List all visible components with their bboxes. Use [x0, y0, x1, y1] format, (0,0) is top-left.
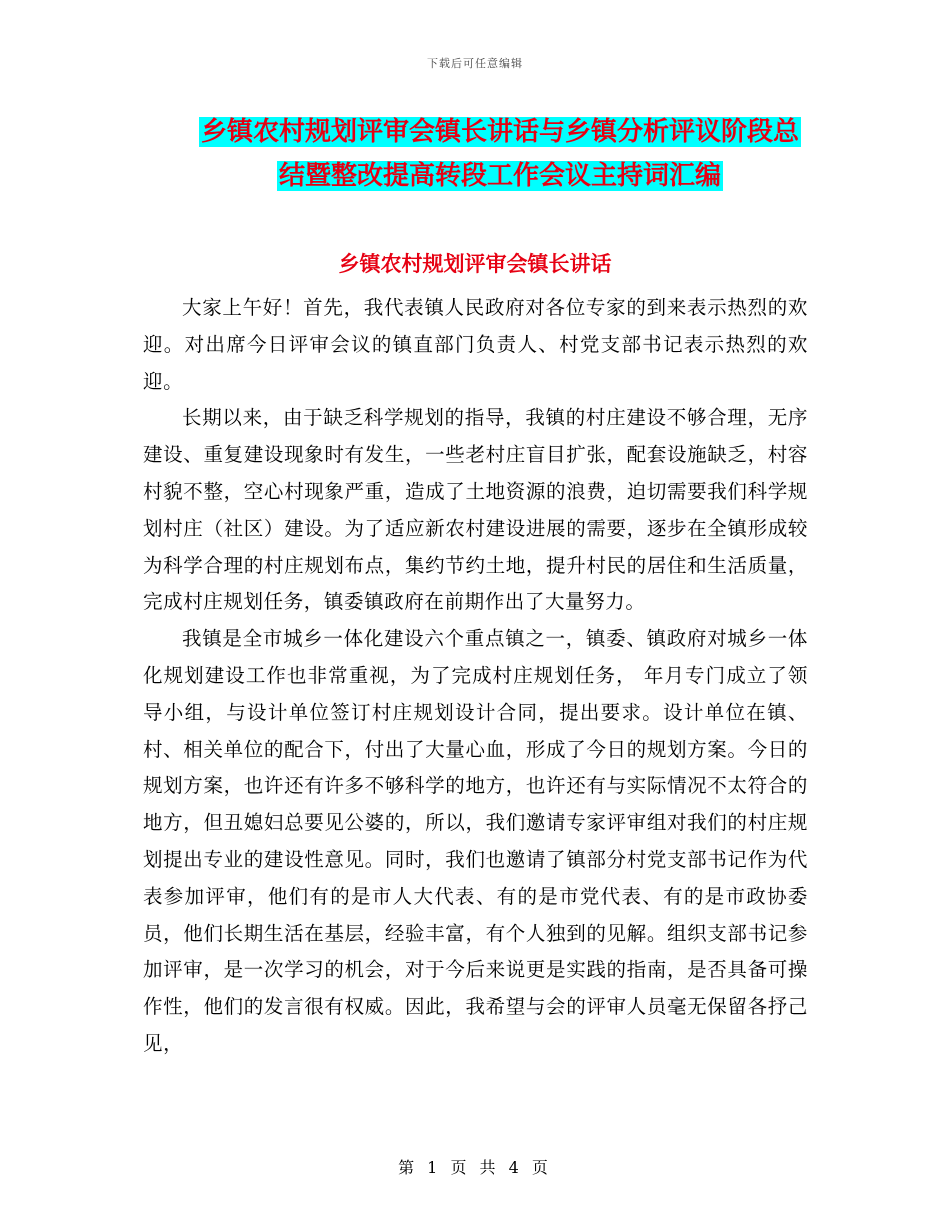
- document-title-line2: 结暨整改提高转段工作会议主持词汇编: [278, 161, 721, 191]
- section-title: 乡镇农村规划评审会镇长讲话: [338, 252, 612, 276]
- header-note: 下载后可任意编辑: [427, 57, 523, 70]
- paragraph: 长期以来，由于缺乏科学规划的指导，我镇的村庄建设不够合理，无序建设、重复建设现象时有发生，一些老村庄盲目扩张，配套设施缺乏，村容村貌不整，空心村现象严重，造成了土地资源的浪费，迫切需要我们科学规划村庄（社区）建设。为了适应新农村建设进展的需要，逐步在全镇形成较为科学合理的村庄规划布点，集约节约土地，提升村民的居住和生活质量，完成村庄规划任务，镇委镇政府在前期作出了大量努力。: [143, 406, 808, 614]
- document-title-line1: 乡镇农村规划评审会镇长讲话与乡镇分析评议阶段总: [200, 117, 799, 147]
- paragraph: 我镇是全市城乡一体化建设六个重点镇之一，镇委、镇政府对城乡一体化规划建设工作也非常重视，为了完成村庄规划任务， 年月专门成立了领导小组，与设计单位签订村庄规划设计合同，提出要求。设计单位在镇、村、相关单位的配合下，付出了大量心血，形成了今日的规划方案。今日的规划方案，也许还有许多不够科学的地方，也许还有与实际情况不太符合的地方，但丑媳妇总要见公婆的，所以，我们邀请专家评审组对我们的村庄规划提出专业的建设性意见。同时，我们也邀请了镇部分村党支部书记作为代表参加评审，他们有的是市人大代表、有的是市党代表、有的是市政协委员，他们长期生活在基层，经验丰富，有个人独到的见解。组织支部书记参加评审，是一次学习的机会，对于今后来说更是实践的指南，是否具备可操作性，他们的发言很有权威。因此，我希望与会的评审人员毫无保留各抒己见，: [143, 627, 808, 1055]
- document-body: [143, 290, 808, 1063]
- paragraph: 大家上午好！首先，我代表镇人民政府对各位专家的到来表示热烈的欢迎。对出席今日评审会议的镇直部门负责人、村党支部书记表示热烈的欢迎。: [143, 296, 808, 393]
- document-title: [140, 110, 860, 198]
- page-number: 第 1 页 共 4 页: [398, 1158, 552, 1177]
